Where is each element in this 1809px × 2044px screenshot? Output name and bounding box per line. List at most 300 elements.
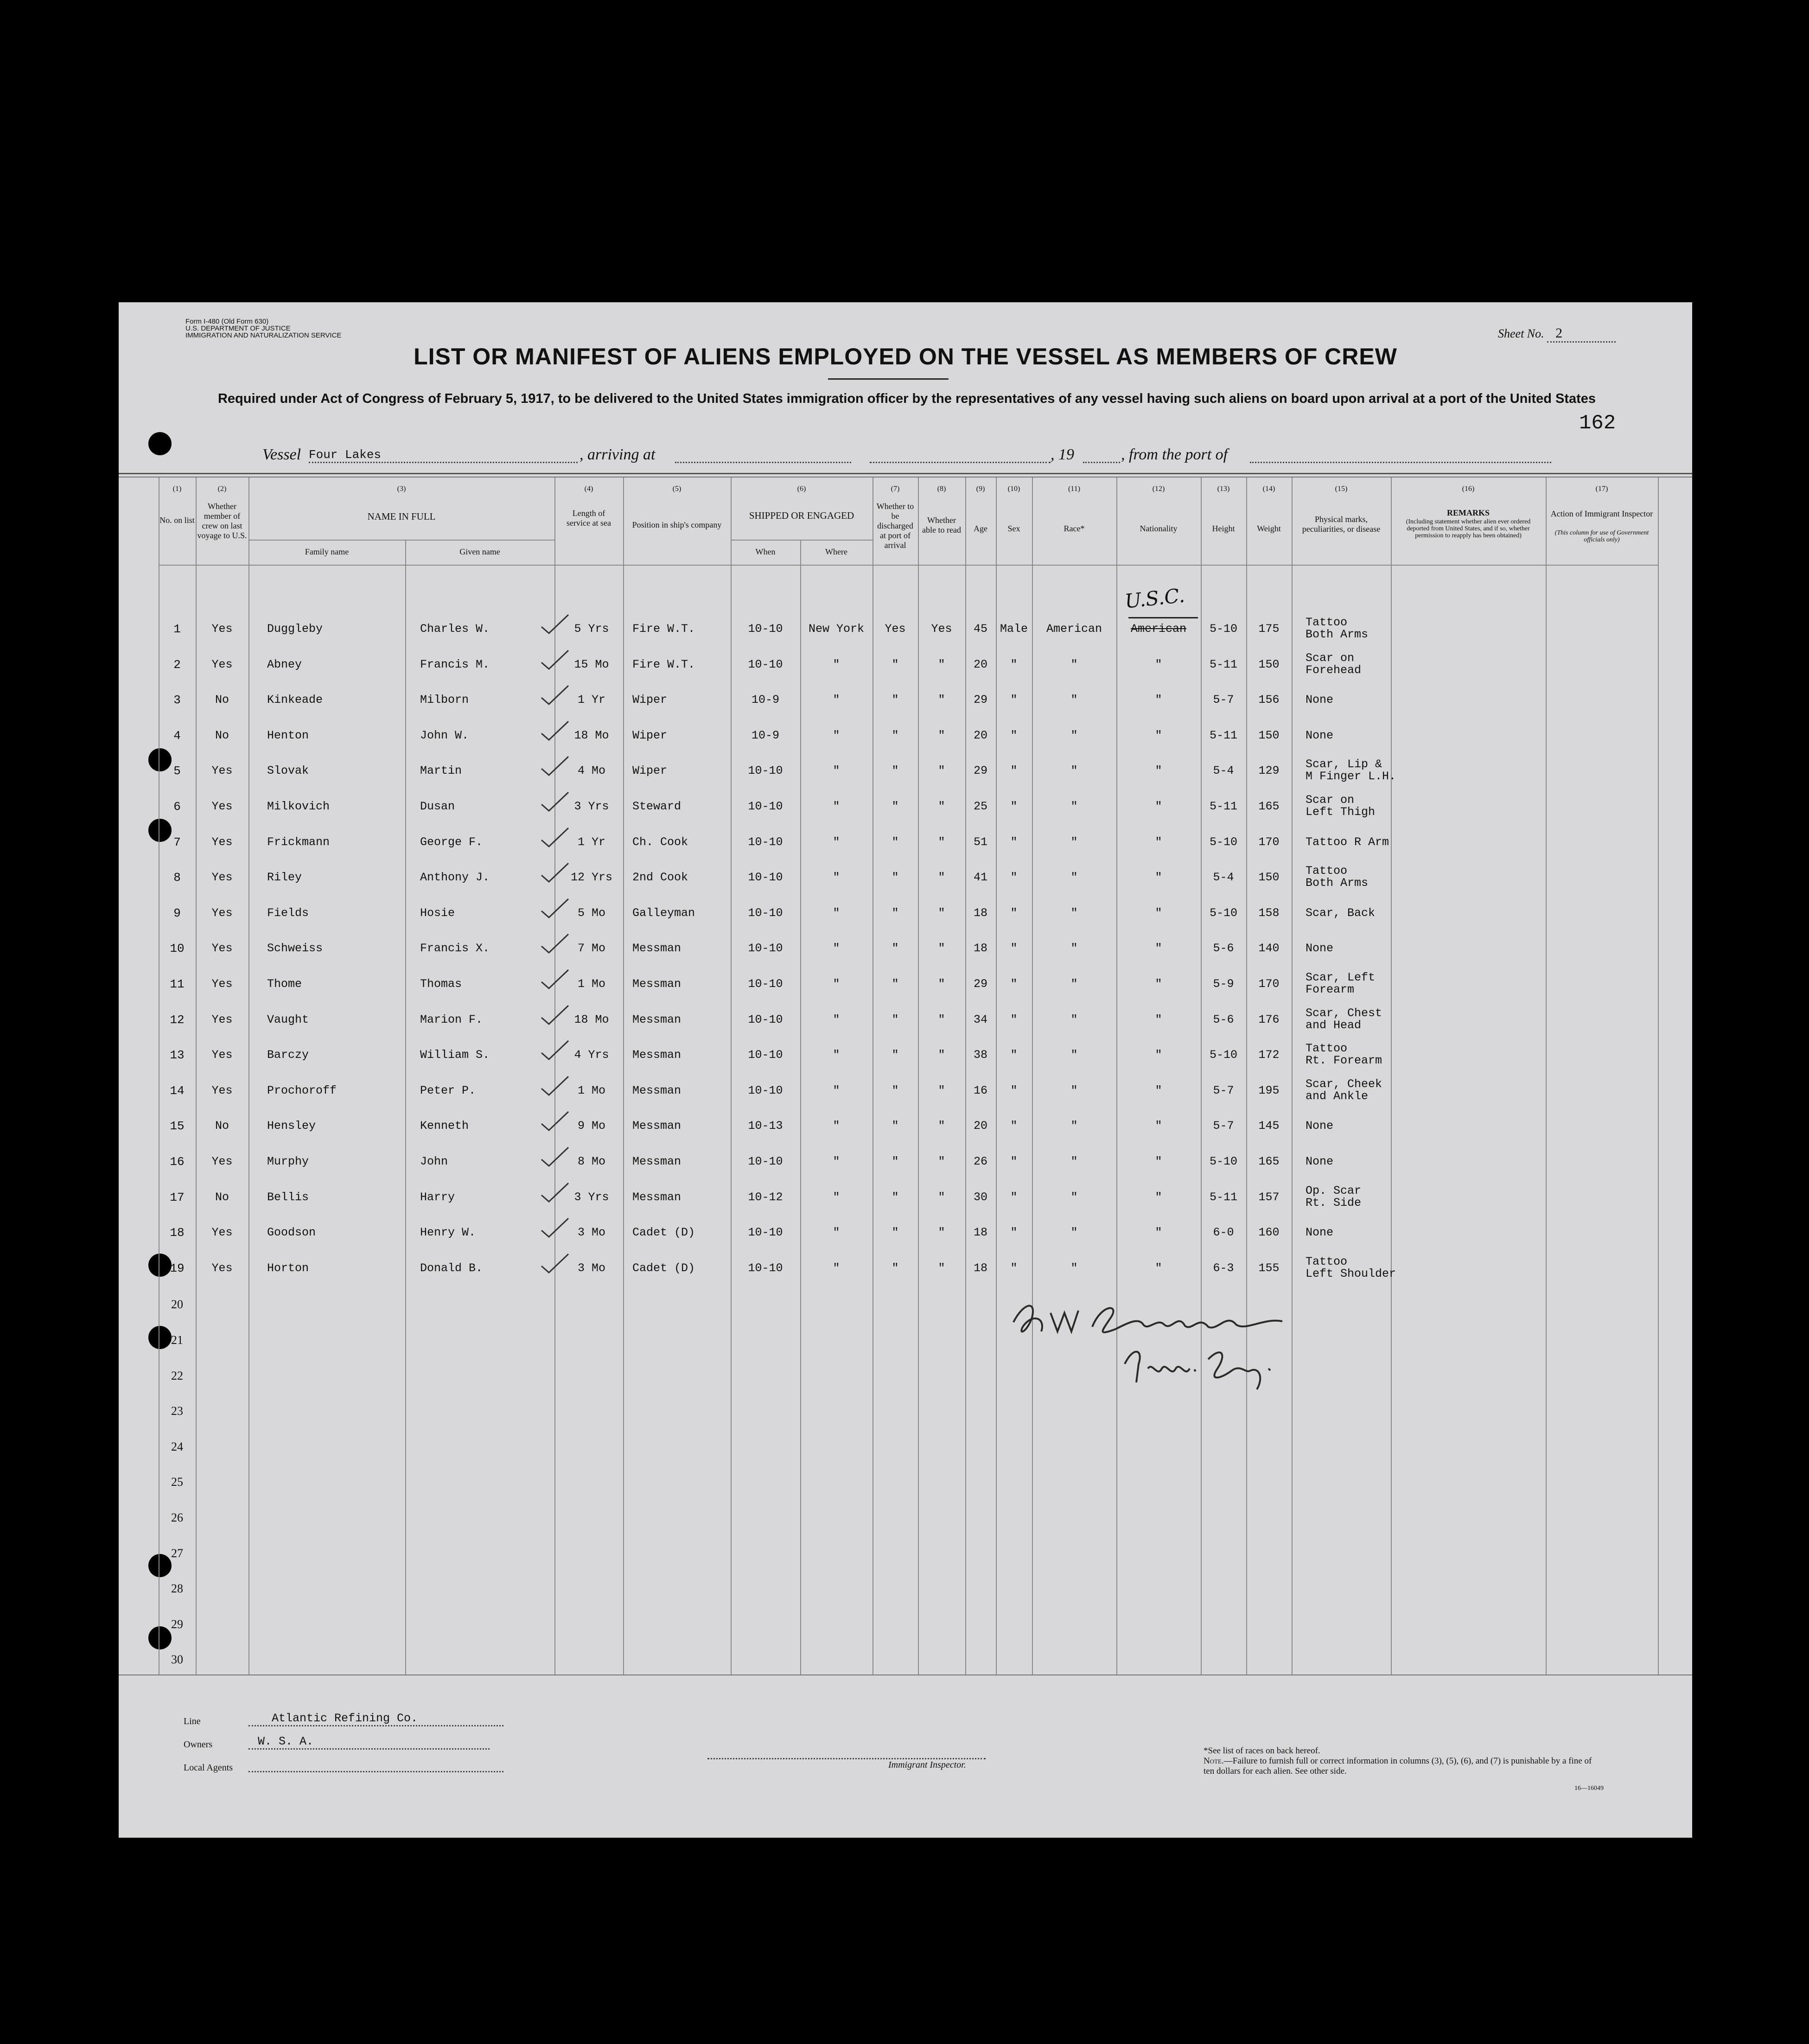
cell-age: 38 (973, 1048, 987, 1062)
cell-position: Wiper (632, 693, 668, 707)
cell-sex: " (1010, 1084, 1018, 1097)
check-mark (539, 1039, 571, 1062)
cell-nationality: " (1155, 1084, 1162, 1097)
page-number: 162 (1579, 412, 1616, 435)
cell-nationality: " (1155, 658, 1162, 671)
cell-no: 11 (170, 977, 185, 991)
cell-where: " (833, 800, 840, 813)
cell-weight: 175 (1258, 622, 1280, 636)
cell-service: 1 Mo (577, 1084, 605, 1097)
col-num-15: (15) (1335, 485, 1348, 493)
cell-discharged: " (892, 1119, 899, 1133)
cell-last-voyage: Yes (211, 835, 233, 849)
cell-weight: 158 (1258, 906, 1280, 920)
cell-weight: 140 (1258, 942, 1280, 955)
col-num-12: (12) (1152, 485, 1165, 493)
cell-position: Messman (632, 1084, 682, 1097)
cell-age: 18 (973, 906, 987, 920)
cell-age: 41 (973, 871, 987, 884)
cell-age: 45 (973, 622, 987, 636)
cell-sex: " (1010, 658, 1018, 671)
owners-label: Owners (184, 1739, 213, 1750)
col-num-9: (9) (976, 485, 985, 493)
check-mark (539, 1252, 571, 1275)
cell-position: Messman (632, 1155, 682, 1168)
cell-weight: 156 (1258, 693, 1280, 707)
marks-line: Both Arms (1306, 628, 1369, 641)
cell-last-voyage: Yes (211, 1048, 233, 1062)
cell-race: " (1070, 729, 1078, 742)
cell-last-voyage: No (215, 1119, 229, 1133)
cell-nationality: " (1155, 1261, 1162, 1275)
cell-read: " (938, 835, 945, 849)
cell-family: Hensley (267, 1119, 316, 1133)
column-divider (1201, 478, 1202, 1675)
strikethrough (1128, 617, 1198, 618)
cell-discharged: " (892, 764, 899, 777)
cell-position: Fire W.T. (632, 658, 695, 671)
cell-when: 10-10 (748, 1226, 783, 1239)
cell-given: Dusan (420, 800, 455, 813)
cell-discharged: " (892, 1013, 899, 1026)
cell-marks (1306, 1185, 1361, 1209)
marks-line: Tattoo (1306, 616, 1348, 629)
cell-discharged: Yes (885, 622, 906, 636)
cell-position: Wiper (632, 729, 668, 742)
cell-sex: " (1010, 1226, 1018, 1239)
empty-row-number: 30 (171, 1653, 183, 1666)
cell-race: " (1070, 764, 1078, 777)
cell-service: 7 Mo (577, 942, 605, 955)
from-port-value (1250, 448, 1551, 463)
cell-read: " (938, 906, 945, 920)
check-mark (539, 932, 571, 955)
cell-position: Fire W.T. (632, 622, 695, 636)
cell-given: Milborn (420, 693, 469, 707)
marks-line: None (1306, 729, 1334, 742)
cell-weight: 160 (1258, 1226, 1280, 1239)
empty-row-number: 25 (171, 1475, 183, 1489)
cell-given: Henry W. (420, 1226, 476, 1239)
cell-when: 10-10 (748, 1013, 783, 1026)
owners-value: W. S. A. (248, 1735, 490, 1750)
check-mark (539, 826, 571, 849)
cell-given: Harry (420, 1191, 455, 1204)
cell-when: 10-10 (748, 1155, 783, 1168)
cell-read: " (938, 1261, 945, 1275)
column-divider (1246, 478, 1247, 1675)
cell-nationality: " (1155, 1191, 1162, 1204)
cell-nationality: " (1155, 764, 1162, 777)
cell-weight: 150 (1258, 658, 1280, 671)
col-header-inspector: Action of Immigrant Inspector (1550, 509, 1653, 518)
cell-marks (1306, 652, 1361, 676)
cell-where: " (833, 693, 840, 707)
cell-last-voyage: Yes (211, 942, 233, 955)
cell-service: 3 Yrs (574, 800, 609, 813)
cell-height: 5-4 (1213, 871, 1234, 884)
cell-where: " (833, 1048, 840, 1062)
column-divider (248, 478, 249, 1675)
cell-nationality: " (1155, 942, 1162, 955)
cell-weight: 150 (1258, 729, 1280, 742)
cell-weight: 172 (1258, 1048, 1280, 1062)
check-mark (539, 897, 571, 920)
cell-read: " (938, 1048, 945, 1062)
table-top-rule (119, 473, 1692, 474)
line-value: Atlantic Refining Co. (248, 1712, 503, 1726)
cell-where: " (833, 835, 840, 849)
cell-height: 5-11 (1209, 1191, 1237, 1204)
cell-sex: " (1010, 871, 1018, 884)
col-num-13: (13) (1217, 485, 1230, 493)
column-divider (1391, 478, 1392, 1675)
column-divider (1546, 478, 1547, 1675)
column-divider (918, 478, 919, 1675)
cell-marks (1306, 730, 1333, 742)
cell-family: Milkovich (267, 800, 330, 813)
sheet-number (1498, 325, 1616, 343)
cell-height: 5-7 (1213, 693, 1234, 707)
cell-read: " (938, 1119, 945, 1133)
marks-line: None (1306, 1226, 1334, 1239)
marks-line: and Head (1306, 1019, 1362, 1032)
cell-read: " (938, 1191, 945, 1204)
cell-when: 10-9 (751, 693, 779, 707)
cell-weight: 176 (1258, 1013, 1280, 1026)
cell-read: " (938, 1013, 945, 1026)
date-value (870, 448, 1051, 463)
cell-when: 10-10 (748, 1084, 783, 1097)
cell-service: 1 Mo (577, 977, 605, 991)
cell-no: 18 (170, 1226, 185, 1240)
cell-given: Charles W. (420, 622, 490, 636)
cell-service: 18 Mo (574, 1013, 609, 1026)
cell-where: " (833, 1155, 840, 1168)
cell-weight: 165 (1258, 800, 1280, 813)
empty-row-number: 23 (171, 1404, 183, 1418)
marks-line: Rt. Forearm (1306, 1054, 1382, 1067)
cell-service: 3 Mo (577, 1226, 605, 1239)
col-header-service: Length of service at sea (567, 509, 611, 528)
cell-discharged: " (892, 835, 899, 849)
cell-nationality: " (1155, 800, 1162, 813)
marks-line: Scar, Chest (1306, 1006, 1382, 1020)
cell-family: Slovak (267, 764, 309, 777)
column-divider (1292, 478, 1293, 1675)
cell-nationality: " (1155, 1226, 1162, 1239)
cell-when: 10-12 (748, 1191, 783, 1204)
col-header-position: Position in ship's company (632, 520, 722, 529)
cell-service: 9 Mo (577, 1119, 605, 1133)
cell-position: Messman (632, 977, 682, 991)
cell-sex: Male (1000, 622, 1028, 636)
cell-age: 18 (973, 1226, 987, 1239)
cell-last-voyage: Yes (211, 906, 233, 920)
cell-race: " (1070, 942, 1078, 955)
cell-nationality: " (1155, 1119, 1162, 1133)
col-header-remarks-note: (Including statement whether alien ever ordered deported from United States, and if so, whether permission to reapply has been obtained) (1406, 518, 1531, 539)
check-mark (539, 720, 571, 743)
footer-notes (1204, 1746, 1602, 1777)
department-label: U.S. DEPARTMENT OF JUSTICE (185, 325, 291, 332)
manifest-sheet (119, 302, 1692, 1838)
cell-read: " (938, 1226, 945, 1239)
cell-height: 5-7 (1213, 1119, 1234, 1133)
cell-last-voyage: Yes (211, 1013, 233, 1026)
title-rule (828, 378, 949, 380)
cell-age: 20 (973, 1119, 987, 1133)
cell-position: Cadet (D) (632, 1226, 695, 1239)
cell-height: 5-11 (1209, 729, 1237, 742)
cell-when: 10-9 (751, 729, 779, 742)
cell-discharged: " (892, 871, 899, 884)
cell-when: 10-10 (748, 942, 783, 955)
cell-age: 29 (973, 693, 987, 707)
cell-family: Kinkeade (267, 693, 323, 707)
cell-height: 5-10 (1209, 1155, 1237, 1168)
cell-marks (1306, 1078, 1382, 1102)
cell-service: 8 Mo (577, 1155, 605, 1168)
marks-line: Scar, Lip & (1306, 758, 1382, 771)
cell-given: William S. (420, 1048, 490, 1062)
cell-service: 15 Mo (574, 658, 609, 671)
marks-line: Rt. Side (1306, 1196, 1362, 1210)
cell-marks (1306, 617, 1368, 641)
cell-marks (1306, 1227, 1333, 1239)
cell-sex: " (1010, 693, 1018, 707)
cell-family: Fields (267, 906, 309, 920)
empty-row-number: 28 (171, 1582, 183, 1595)
cell-where: " (833, 871, 840, 884)
check-mark (539, 1216, 571, 1240)
cell-family: Goodson (267, 1226, 316, 1239)
cell-discharged: " (892, 693, 899, 707)
cell-no: 10 (170, 942, 185, 955)
header-bottom-rule (159, 565, 1658, 566)
cell-last-voyage: Yes (211, 1084, 233, 1097)
col-header-sex: Sex (1007, 524, 1020, 533)
marks-line: Both Arms (1306, 876, 1369, 890)
vessel-line (262, 446, 1635, 466)
cell-weight: 170 (1258, 835, 1280, 849)
cell-given: Anthony J. (420, 871, 490, 884)
cell-discharged: " (892, 1084, 899, 1097)
note-label: Note. (1204, 1756, 1224, 1766)
cell-weight: 155 (1258, 1261, 1280, 1275)
cell-no: 12 (170, 1013, 185, 1027)
cell-discharged: " (892, 1191, 899, 1204)
marks-line: Forearm (1306, 983, 1355, 996)
marks-line: Scar on (1306, 651, 1355, 665)
cell-race: " (1070, 1155, 1078, 1168)
cell-marks (1306, 1007, 1382, 1032)
col-header-weight: Weight (1257, 524, 1281, 533)
col-num-3: (3) (397, 485, 406, 493)
marks-line: Tattoo R Arm (1306, 835, 1389, 849)
col-header-age: Age (974, 524, 987, 533)
cell-marks (1306, 694, 1333, 706)
cell-sex: " (1010, 1119, 1018, 1133)
cell-age: 26 (973, 1155, 987, 1168)
cell-discharged: " (892, 1048, 899, 1062)
cell-when: 10-10 (748, 622, 783, 636)
col-header-shipped: SHIPPED OR ENGAGED (749, 510, 854, 521)
cell-marks (1306, 1156, 1333, 1168)
cell-where: " (833, 1119, 840, 1133)
marks-line: Left Thigh (1306, 805, 1376, 819)
cell-where: " (833, 1261, 840, 1275)
cell-given: John (420, 1155, 448, 1168)
cell-given: Thomas (420, 977, 462, 991)
arriving-label: , arriving at (580, 446, 656, 463)
cell-race: " (1070, 835, 1078, 849)
arriving-value (675, 448, 851, 463)
cell-sex: " (1010, 942, 1018, 955)
col-num-1: (1) (172, 485, 182, 493)
col-header-height: Height (1212, 524, 1235, 533)
cell-sex: " (1010, 1155, 1018, 1168)
col-num-2: (2) (217, 485, 227, 493)
cell-service: 18 Mo (574, 729, 609, 742)
cell-position: Cadet (D) (632, 1261, 695, 1275)
page-subtitle: Required under Act of Congress of February 5, 1917, to be delivered to the United States immigration officer by the representatives of any vessel having such aliens on board upon arrival at a port of the United States (217, 391, 1596, 406)
marks-line: None (1306, 1155, 1334, 1168)
cell-height: 6-0 (1213, 1226, 1234, 1239)
agents-label: Local Agents (184, 1763, 233, 1773)
cell-read: " (938, 1155, 945, 1168)
cell-when: 10-10 (748, 871, 783, 884)
cell-given: Martin (420, 764, 462, 777)
cell-given: George F. (420, 835, 483, 849)
cell-position: Messman (632, 1191, 682, 1204)
cell-no: 7 (173, 835, 181, 849)
cell-marks (1306, 1256, 1396, 1280)
cell-family: Riley (267, 871, 302, 884)
check-mark (539, 684, 571, 707)
table-top-rule-2 (119, 477, 1692, 478)
cell-service: 4 Yrs (574, 1048, 609, 1062)
cell-no: 6 (173, 800, 181, 814)
column-divider (623, 478, 624, 1675)
cell-no: 3 (173, 693, 181, 707)
cell-no: 9 (173, 906, 181, 920)
cell-nationality: " (1155, 835, 1162, 849)
cell-no: 1 (173, 622, 181, 636)
cell-last-voyage: No (215, 729, 229, 742)
cell-weight: 145 (1258, 1119, 1280, 1133)
cell-sex: " (1010, 1048, 1018, 1062)
cell-height: 5-4 (1213, 764, 1234, 777)
cell-sex: " (1010, 906, 1018, 920)
empty-row-number: 24 (171, 1440, 183, 1453)
races-note: *See list of races on back hereof. (1204, 1746, 1320, 1756)
cell-position: Ch. Cook (632, 835, 688, 849)
cell-age: 16 (973, 1084, 987, 1097)
marks-line: M Finger L.H. (1306, 770, 1396, 783)
empty-row-number: 29 (171, 1617, 183, 1631)
cell-read: " (938, 942, 945, 955)
col-header-last-voyage: Whether member of crew on last voyage to U.S. (197, 502, 247, 540)
cell-when: 10-10 (748, 977, 783, 991)
cell-sex: " (1010, 729, 1018, 742)
cell-when: 10-10 (748, 1048, 783, 1062)
cell-weight: 150 (1258, 871, 1280, 884)
cell-discharged: " (892, 977, 899, 991)
marks-line: Scar, Left (1306, 971, 1376, 984)
empty-row-number: 26 (171, 1511, 183, 1524)
cell-given: Francis M. (420, 658, 490, 671)
marks-line: Left Shoulder (1306, 1267, 1396, 1280)
cell-when: 10-10 (748, 764, 783, 777)
col-num-5: (5) (672, 485, 682, 493)
cell-sex: " (1010, 1013, 1018, 1026)
cell-where: " (833, 906, 840, 920)
cell-height: 5-10 (1209, 835, 1237, 849)
cell-race: American (1046, 622, 1102, 636)
col-num-16: (16) (1462, 485, 1475, 493)
column-divider (405, 540, 406, 1675)
cell-last-voyage: Yes (211, 764, 233, 777)
cell-service: 4 Mo (577, 764, 605, 777)
cell-where: " (833, 764, 840, 777)
cell-where: " (833, 658, 840, 671)
check-mark (539, 755, 571, 778)
cell-position: Messman (632, 942, 682, 955)
empty-row-number: 22 (171, 1369, 183, 1382)
cell-discharged: " (892, 1226, 899, 1239)
agents-value (248, 1758, 503, 1772)
cell-family: Barczy (267, 1048, 309, 1062)
sheet-label: Sheet No. (1498, 327, 1544, 340)
cell-last-voyage: Yes (211, 871, 233, 884)
col-header-nationality: Nationality (1140, 524, 1178, 533)
cell-read: " (938, 1084, 945, 1097)
cell-where: " (833, 1226, 840, 1239)
cell-discharged: " (892, 800, 899, 813)
cell-weight: 157 (1258, 1191, 1280, 1204)
cell-no: 17 (170, 1191, 185, 1204)
cell-discharged: " (892, 906, 899, 920)
cell-race: " (1070, 1013, 1078, 1026)
col-num-4: (4) (584, 485, 593, 493)
cell-discharged: " (892, 729, 899, 742)
cell-last-voyage: No (215, 693, 229, 707)
col-num-11: (11) (1068, 485, 1081, 493)
cell-age: 30 (973, 1191, 987, 1204)
col-header-remarks: REMARKS (1446, 508, 1490, 517)
column-divider (965, 478, 966, 1675)
cell-given: John W. (420, 729, 469, 742)
cell-nationality: " (1155, 1048, 1162, 1062)
page-title: LIST OR MANIFEST OF ALIENS EMPLOYED ON THE VESSEL AS MEMBERS OF CREW (414, 344, 1397, 369)
cell-when: 10-10 (748, 1261, 783, 1275)
cell-read: " (938, 764, 945, 777)
cell-weight: 129 (1258, 764, 1280, 777)
from-port-label: , from the port of (1121, 446, 1228, 463)
cell-read: Yes (931, 622, 952, 636)
handwritten-nationality: U.S.C. (1123, 584, 1186, 613)
cell-nationality: American (1130, 622, 1187, 636)
marks-line: Op. Scar (1306, 1184, 1362, 1197)
cell-given: Francis X. (420, 942, 490, 955)
cell-race: " (1070, 1048, 1078, 1062)
print-code: 16—16049 (1574, 1785, 1604, 1792)
cell-race: " (1070, 1261, 1078, 1275)
cell-where: " (833, 977, 840, 991)
cell-height: 5-10 (1209, 622, 1237, 636)
col-header-family-name: Family name (305, 547, 349, 556)
